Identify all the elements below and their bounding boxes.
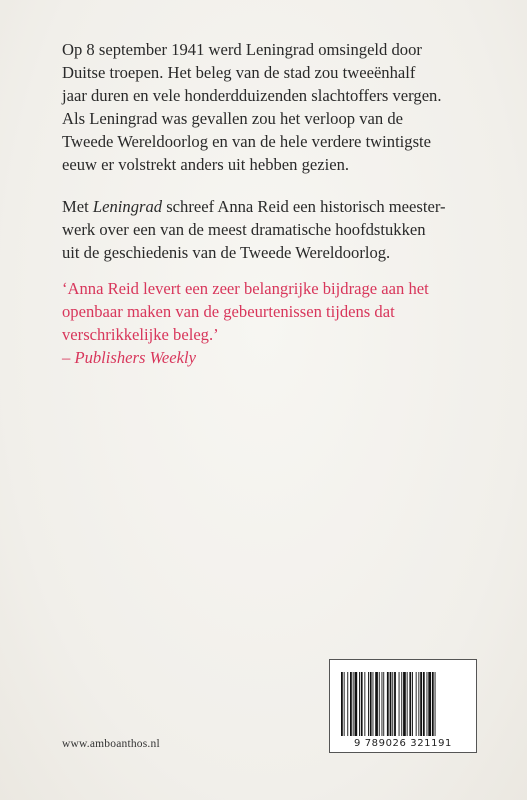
- blurb-paragraph-1: [62, 38, 482, 176]
- barcode-bar: [379, 672, 380, 736]
- barcode-bar: [401, 672, 402, 736]
- barcode-bar: [364, 672, 365, 736]
- blurb-line: Op 8 september 1941 werd Leningrad omsingeld door: [62, 40, 422, 59]
- book-title-italic: Leningrad: [92, 197, 163, 216]
- blurb-line: [62, 195, 482, 218]
- blurb-text: Met: [62, 197, 93, 216]
- barcode-bar: [387, 672, 389, 736]
- quote-line: openbaar maken van de gebeurtenissen tijdens dat: [62, 302, 395, 321]
- quote-line: ‘Anna Reid levert een zeer belangrijke bijdrage aan het: [62, 279, 429, 298]
- barcode-bar: [375, 672, 378, 736]
- attribution-source: Publishers Weekly: [74, 348, 196, 367]
- barcode-bar: [344, 672, 345, 736]
- blurb-line: Als Leningrad was gevallen zou het verloop van de: [62, 109, 403, 128]
- barcode-bar: [409, 672, 411, 736]
- barcode-bar: [418, 672, 419, 736]
- barcode-bar: [383, 672, 384, 736]
- blurb-paragraph-2: [62, 195, 482, 264]
- barcode-bar: [359, 672, 360, 736]
- blurb-line: eeuw er volstrekt anders uit hebben gezien.: [62, 155, 350, 174]
- barcode-bar: [347, 672, 348, 736]
- blurb-text: schreef Anna Reid een historisch meester-: [162, 197, 446, 216]
- barcode-bar: [370, 672, 372, 736]
- barcode-digits: 9 789026 321191: [353, 738, 453, 749]
- quote-attribution: [62, 346, 482, 369]
- barcode-bar: [382, 672, 383, 736]
- barcode-bar: [353, 672, 354, 736]
- barcode-bar: [407, 672, 408, 736]
- barcode-bars: [341, 672, 467, 736]
- barcode-bar: [373, 672, 374, 736]
- quote-line: verschrikkelijke beleg.’: [62, 325, 219, 344]
- barcode-bar: [390, 672, 392, 736]
- attribution-dash: –: [62, 348, 75, 367]
- barcode-bar: [435, 672, 436, 736]
- publisher-url: www.amboanthos.nl: [62, 738, 160, 750]
- barcode-bar: [392, 672, 393, 736]
- review-quote: [62, 277, 482, 369]
- blurb-line: jaar duren en vele honderdduizenden slachtoffers vergen.: [62, 86, 442, 105]
- barcode-bar: [355, 672, 358, 736]
- barcode-bar: [432, 672, 434, 736]
- barcode-bar: [420, 672, 422, 736]
- barcode-bar: [341, 672, 343, 736]
- blurb-line: Tweede Wereldoorlog en van de hele verdere twintigste: [62, 132, 432, 151]
- blurb-line: uit de geschiedenis van de Tweede Wereldoorlog.: [62, 243, 391, 262]
- barcode-bar: [428, 672, 431, 736]
- barcode-bar: [423, 672, 425, 736]
- barcode-bar: [412, 672, 413, 736]
- blurb-line: werk over een van de meest dramatische hoofdstukken: [62, 220, 426, 239]
- barcode-bar: [403, 672, 406, 736]
- barcode-bar: [350, 672, 352, 736]
- barcode-bar: [394, 672, 396, 736]
- barcode-bar: [427, 672, 428, 736]
- barcode-bar: [399, 672, 400, 736]
- barcode-bar: [361, 672, 363, 736]
- barcode-bar: [368, 672, 369, 736]
- blurb-line: Duitse troepen. Het beleg van de stad zou tweeënhalf: [62, 63, 416, 82]
- isbn-barcode: [329, 659, 477, 753]
- barcode-bar: [416, 672, 417, 736]
